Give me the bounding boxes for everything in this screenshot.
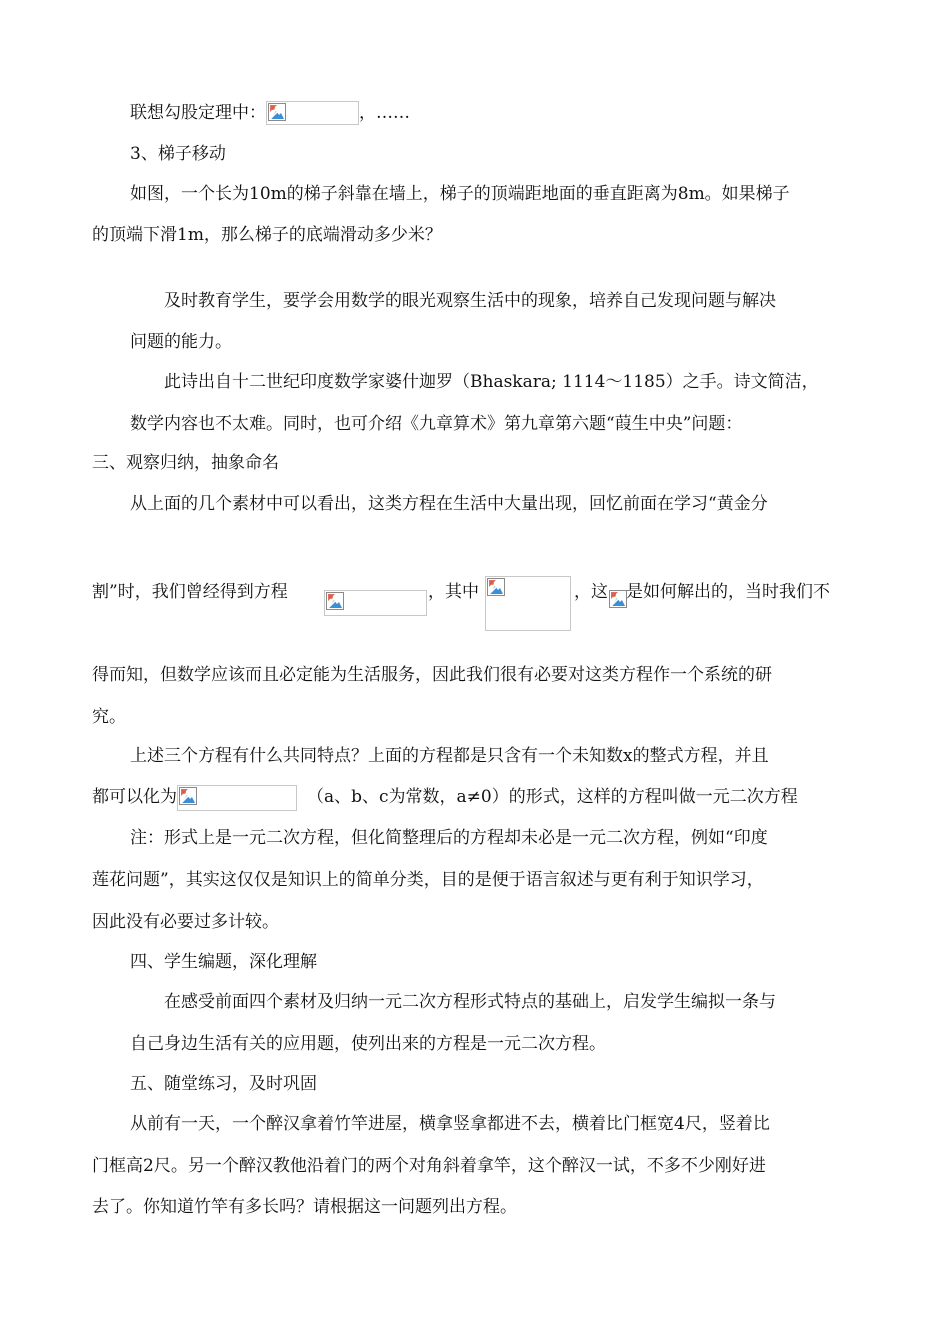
- paragraph-line: 因此没有必要过多计较。: [92, 912, 279, 932]
- paragraph-text: ，其中: [428, 582, 479, 602]
- broken-image-icon: [487, 578, 505, 596]
- paragraph-line: 莲花问题”，其实这仅仅是知识上的简单分类，目的是便于语言叙述与更有利于知识学习，: [92, 870, 764, 890]
- paragraph-line: 从上面的几个素材中可以看出，这类方程在生活中大量出现，回忆前面在学习“黄金分: [130, 494, 768, 514]
- broken-image-icon: [609, 590, 627, 608]
- formula-image-placeholder: [324, 590, 427, 616]
- paragraph-line: 门框高2尺。另一个醉汉教他沿着门的两个对角斜着拿竿，这个醉汉一试，不多不少刚好进: [92, 1156, 766, 1176]
- formula-image-placeholder: [608, 590, 626, 610]
- section-heading-3: 三、观察归纳，抽象命名: [92, 453, 279, 473]
- paragraph-line: 及时教育学生，要学会用数学的眼光观察生活中的现象，培养自己发现问题与解决: [164, 291, 776, 311]
- paragraph-line: 从前有一天，一个醉汉拿着竹竿进屋，横拿竖拿都进不去，横着比门框宽4尺，竖着比: [130, 1114, 770, 1134]
- paragraph-line: 究。: [92, 707, 126, 727]
- paragraph-line: 此诗出自十二世纪印度数学家婆什迦罗（Bhaskara; 1114～1185）之手。诗文简洁，: [164, 372, 819, 392]
- formula-image-placeholder: [177, 785, 297, 811]
- formula-image-placeholder: [485, 576, 571, 631]
- broken-image-icon: [326, 592, 344, 610]
- paragraph-line: 数学内容也不太难。同时，也可介绍《九章算术》第九章第六题“葭生中央”问题：: [130, 414, 743, 434]
- formula-image-placeholder: [266, 101, 359, 125]
- section-ladder-heading: 3、梯子移动: [130, 144, 226, 164]
- paragraph-line: 自己身边生活有关的应用题，使列出来的方程是一元二次方程。: [130, 1034, 606, 1054]
- section-heading-5: 五、随堂练习，及时巩固: [130, 1074, 317, 1094]
- paragraph-line: 注：形式上是一元二次方程，但化简整理后的方程却未必是一元二次方程，例如“印度: [130, 828, 768, 848]
- paragraph-line: 如图，一个长为10m的梯子斜靠在墙上，梯子的顶端距地面的垂直距离为8m。如果梯子: [130, 184, 790, 204]
- broken-image-icon: [179, 787, 197, 805]
- paragraph-line: 在感受前面四个素材及归纳一元二次方程形式特点的基础上，启发学生编拟一条与: [164, 992, 776, 1012]
- paragraph-line-with-formula: 都可以化为 （a、b、c为常数，a≠0）的形式，这样的方程叫做一元二次方程: [92, 785, 798, 811]
- paragraph-line: 上述三个方程有什么共同特点？上面的方程都是只含有一个未知数x的整式方程，并且: [130, 746, 769, 766]
- broken-image-icon: [268, 103, 286, 121]
- paragraph-line: 的顶端下滑1m，那么梯子的底端滑动多少米？: [92, 225, 442, 245]
- line-pythagoras: 联想勾股定理中： ，……: [130, 103, 410, 123]
- paragraph-line-with-formulas: 割”时，我们曾经得到方程: [92, 582, 288, 602]
- paragraph-line: 去了。你知道竹竿有多长吗？请根据这一问题列出方程。: [92, 1197, 517, 1217]
- paragraph-text: ，这: [574, 582, 608, 602]
- paragraph-text: 是如何解出的，当时我们不: [626, 582, 830, 602]
- paragraph-line: 得而知，但数学应该而且必定能为生活服务，因此我们很有必要对这类方程作一个系统的研: [92, 665, 772, 685]
- paragraph-line: 问题的能力。: [130, 332, 232, 352]
- section-heading-4: 四、学生编题，深化理解: [130, 952, 317, 972]
